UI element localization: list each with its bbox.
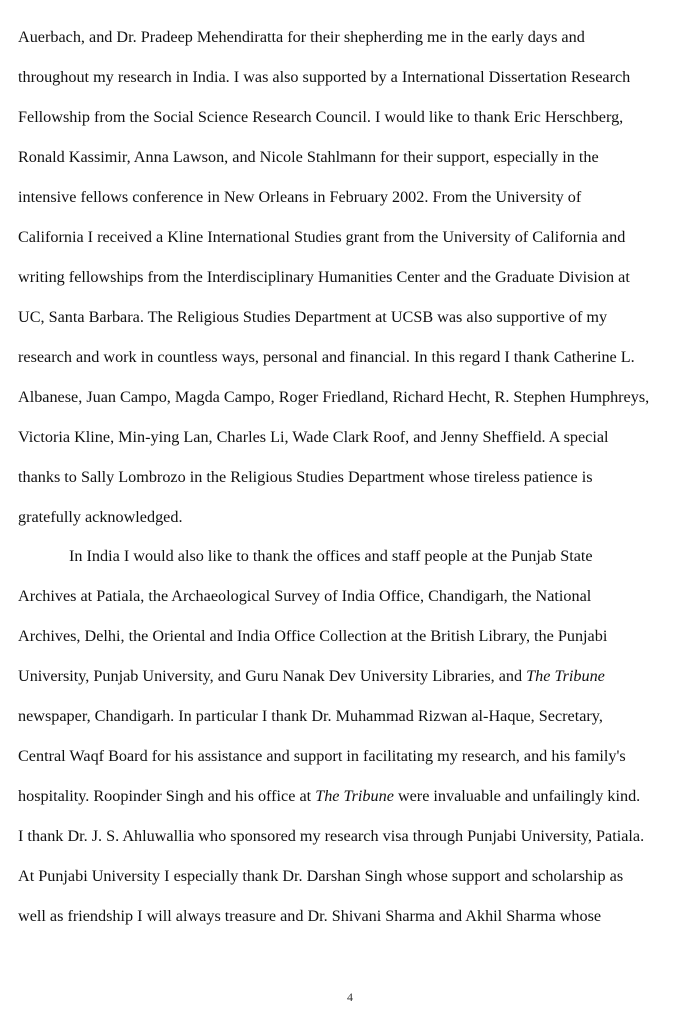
newspaper-title-italic: The Tribune [315, 787, 394, 805]
body-text-line: thanks to Sally Lombrozo in the Religious Studies Department whose tireless patience is [18, 468, 593, 486]
body-text-line: Ronald Kassimir, Anna Lawson, and Nicole Stahlmann for their support, especially in the [18, 148, 599, 166]
body-text-line: Victoria Kline, Min-ying Lan, Charles Li, Wade Clark Roof, and Jenny Sheffield. A special [18, 428, 609, 446]
body-text-line: writing fellowships from the Interdisciplinary Humanities Center and the Graduate Division at [18, 268, 630, 286]
body-text-line [18, 666, 605, 686]
body-text-line: intensive fellows conference in New Orleans in February 2002. From the University of [18, 188, 582, 206]
body-text-line: Fellowship from the Social Science Research Council. I would like to thank Eric Herschberg, [18, 108, 624, 126]
body-text-line: research and work in countless ways, personal and financial. In this regard I thank Catherine L. [18, 348, 635, 366]
body-text-line: Albanese, Juan Campo, Magda Campo, Roger Friedland, Richard Hecht, R. Stephen Humphreys, [18, 388, 650, 406]
body-text-line: I thank Dr. J. S. Ahluwallia who sponsored my research visa through Punjabi University, Patiala. [18, 827, 645, 845]
body-text-line: UC, Santa Barbara. The Religious Studies Department at UCSB was also supportive of my [18, 308, 608, 326]
body-text-line: well as friendship I will always treasure and Dr. Shivani Sharma and Akhil Sharma whose [18, 907, 602, 925]
body-text-line: California I received a Kline International Studies grant from the University of California and [18, 228, 626, 246]
body-text-line: newspaper, Chandigarh. In particular I thank Dr. Muhammad Rizwan al-Haque, Secretary, [18, 707, 603, 725]
body-text-line: At Punjabi University I especially thank Dr. Darshan Singh whose support and scholarship as [18, 867, 624, 885]
text-segment: University, Punjab University, and Guru Nanak Dev University Libraries, and [18, 667, 527, 685]
page-number: 4 [347, 990, 353, 1004]
body-text-line: Archives, Delhi, the Oriental and India Office Collection at the British Library, the Punjabi [18, 627, 608, 645]
body-text-line: gratefully acknowledged. [18, 508, 183, 526]
paragraph-first-line: In India I would also like to thank the offices and staff people at the Punjab State [69, 547, 593, 565]
body-text-line: throughout my research in India. I was also supported by a International Dissertation Research [18, 68, 631, 86]
body-text-line [18, 786, 640, 806]
body-text-line: Central Waqf Board for his assistance and support in facilitating my research, and his family's [18, 747, 626, 765]
text-segment: were invaluable and unfailingly kind. [393, 787, 641, 805]
text-segment: hospitality. Roopinder Singh and his office at [18, 787, 316, 805]
body-text-line: Archives at Patiala, the Archaeological Survey of India Office, Chandigarh, the National [18, 587, 592, 605]
body-text-line: Auerbach, and Dr. Pradeep Mehendiratta for their shepherding me in the early days and [18, 28, 585, 46]
newspaper-title-italic: The Tribune [526, 667, 605, 685]
